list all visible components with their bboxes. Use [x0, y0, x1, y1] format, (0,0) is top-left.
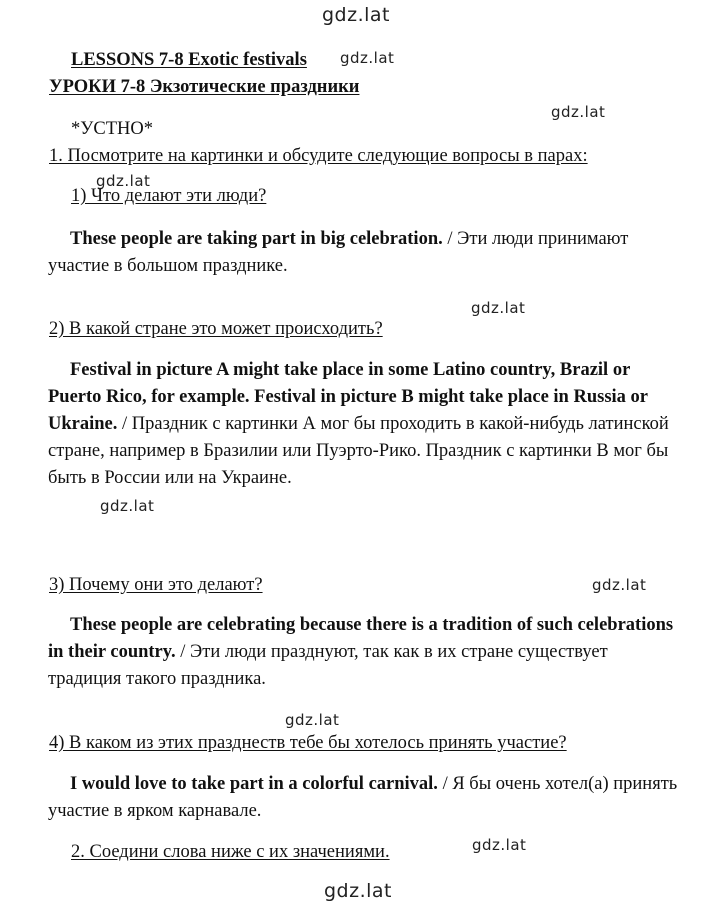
lesson-title-en: LESSONS 7-8 Exotic festivals [71, 50, 307, 70]
question-4: 4) В каком из этих празднеств тебе бы хотелось принять участие? [49, 733, 567, 753]
watermark-top: gdz.lat [322, 4, 391, 26]
watermark-q3: gdz.lat [592, 576, 647, 594]
answer-4-ru: / Я бы очень хотел(а) принять участие в ярком карнавале. [48, 774, 678, 821]
lesson-title-ru: УРОКИ 7-8 Экзотические праздники [49, 77, 360, 97]
task2-heading: 2. Соедини слова ниже с их значениями. [71, 842, 390, 862]
question-1: 1) Что делают эти люди? [71, 186, 267, 206]
question-3: 3) Почему они это делают? [49, 575, 263, 595]
answer-3-ru: / Эти люди празднуют, так как в их стране существует традиция такого праздника. [48, 642, 608, 689]
watermark-q4: gdz.lat [285, 711, 340, 729]
answer-4 [48, 771, 680, 825]
watermark-q1: gdz.lat [96, 172, 151, 190]
answer-2-ru: / Праздник с картинки А мог бы проходить в какой-нибудь латинской стране, например в Бразилии или Пуэрто-Рико. Праздник с картинки В мог бы быть в России или на Украине. [48, 414, 669, 488]
answer-4-en: I would love to take part in a colorful carnival. [70, 774, 438, 794]
answer-2-en: Festival in picture A might take place in some Latino country, Brazil or Puerto Rico, for example. Festival in picture B might take place in Russia or Ukraine. [48, 360, 648, 434]
question-2: 2) В какой стране это может происходить? [49, 319, 383, 339]
answer-1-ru: / Эти люди принимают участие в большом празднике. [48, 229, 629, 276]
watermark-mid-left: gdz.lat [100, 497, 155, 515]
answer-2 [48, 357, 680, 492]
watermark-bottom: gdz.lat [324, 880, 393, 902]
watermark-task2: gdz.lat [472, 836, 527, 854]
answer-1-en: These people are taking part in big celebration. [70, 229, 443, 249]
answer-3-en: These people are celebrating because there is a tradition of such celebrations in their country. [48, 615, 674, 662]
answer-1 [48, 226, 680, 280]
answer-3 [48, 612, 680, 693]
watermark-title-right: gdz.lat [340, 49, 395, 67]
watermark-q2: gdz.lat [471, 299, 526, 317]
watermark-upper-right: gdz.lat [551, 103, 606, 121]
mode-label: *УСТНО* [71, 119, 153, 139]
task1-heading: 1. Посмотрите на картинки и обсудите следующие вопросы в парах: [49, 146, 588, 166]
